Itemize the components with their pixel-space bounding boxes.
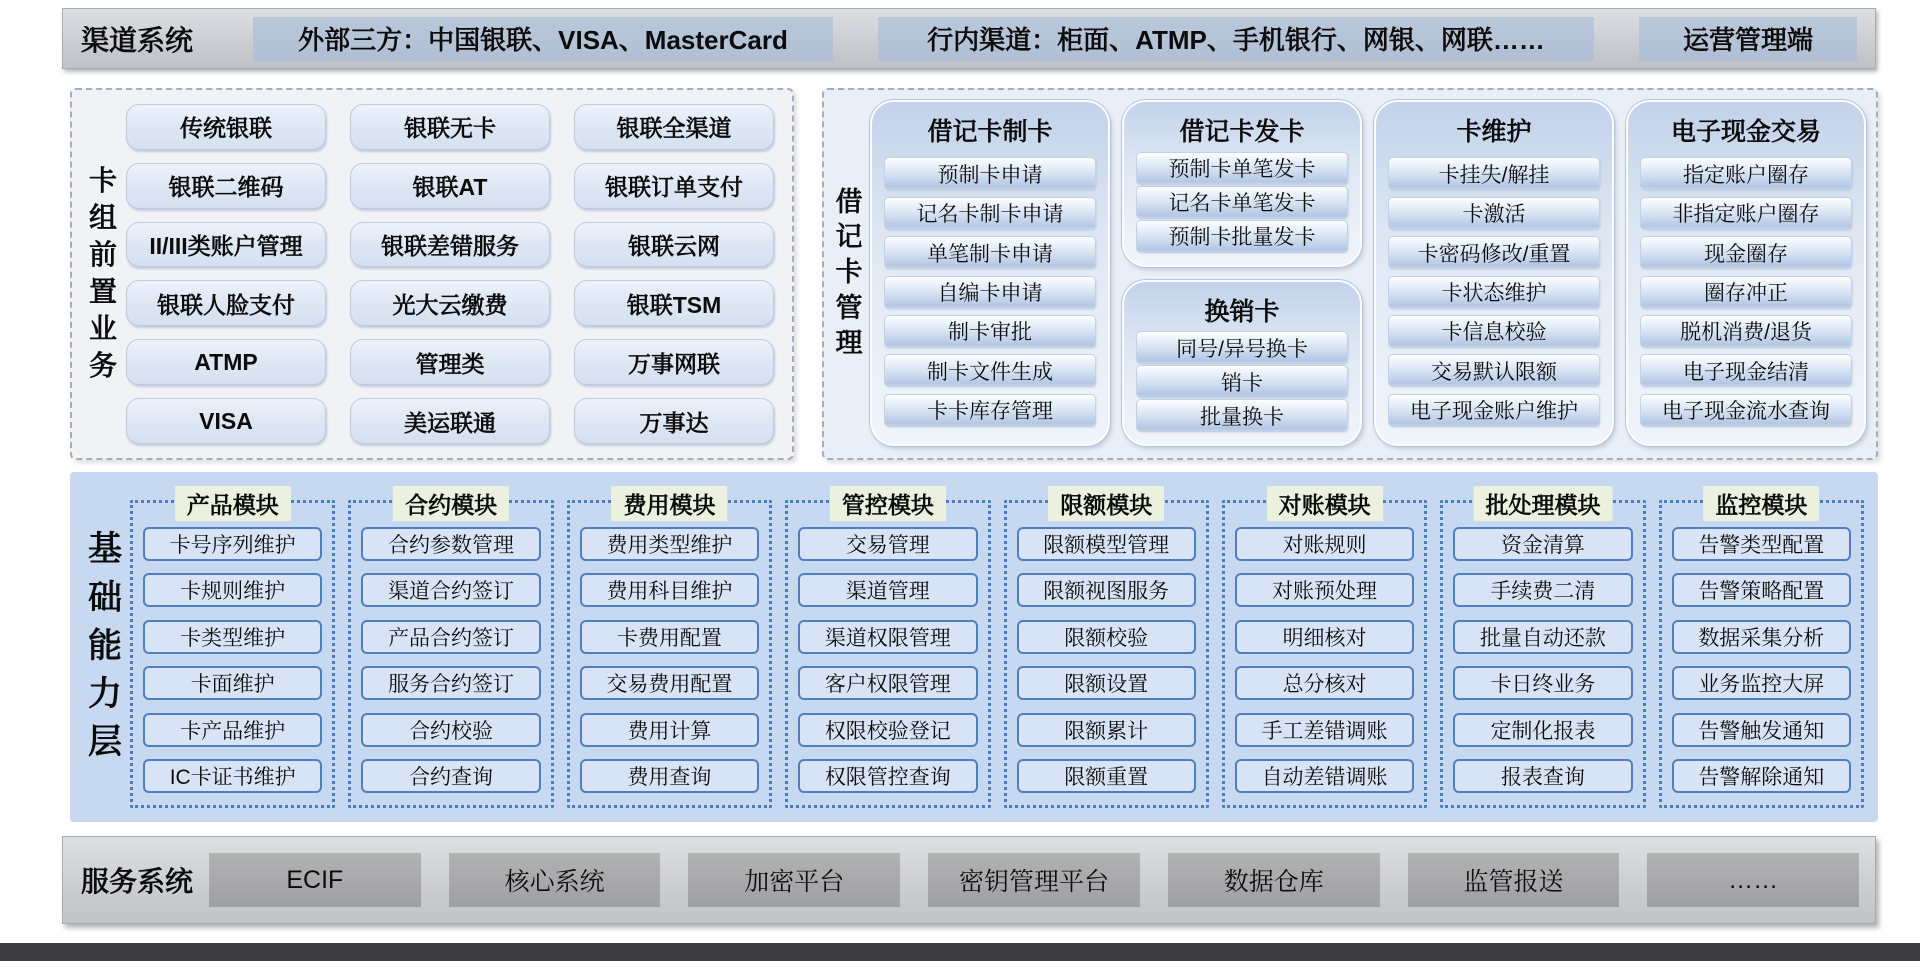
debit-item: 脱机消费/退货 [1641,316,1851,347]
module-item: 卡规则维护 [143,573,322,607]
group-title: 换销卡 [1204,297,1280,326]
card-front-business-item: 万事达 [574,398,774,444]
card-front-business-item: 银联差错服务 [350,222,550,268]
module-item: 限额设置 [1017,666,1196,700]
card-front-business-item: II/III类账户管理 [126,222,326,268]
group-title: 借记卡发卡 [1179,118,1305,146]
debit-item: 制卡文件生成 [885,355,1095,386]
module-item: 交易费用配置 [580,666,759,700]
debit-item: 预制卡单笔发卡 [1137,153,1347,184]
debit-item: 预制卡批量发卡 [1137,221,1347,252]
service-system-item: …… [1647,853,1859,907]
module-item: 费用计算 [580,713,759,747]
debit-col-ecash [1626,100,1866,446]
card-front-business-item: ATMP [126,339,326,385]
card-front-business-label: 卡组前置业务 [88,165,117,381]
debit-group-card-maintenance [1374,100,1614,446]
module-item: 卡产品维护 [143,713,322,747]
module-item: 权限校验登记 [798,713,977,747]
card-front-business-item: 银联AT [350,163,550,209]
card-front-business-item: 管理类 [350,339,550,385]
module-item: 限额累计 [1017,713,1196,747]
module-item: 费用科目维护 [580,573,759,607]
module-product [130,492,335,808]
module-item: 卡类型维护 [143,620,322,654]
debit-group-card-making [870,100,1110,446]
card-front-business-item: 万事网联 [574,339,774,385]
module-item: 渠道合约签订 [361,573,540,607]
debit-item: 交易默认限额 [1389,355,1599,386]
module-control [785,492,990,808]
card-front-business-item: 银联二维码 [126,163,326,209]
module-reconciliation [1222,492,1427,808]
debit-col-making [870,100,1110,446]
module-item: 告警触发通知 [1672,713,1851,747]
debit-item: 非指定账户圈存 [1641,198,1851,229]
channel-external-parties: 外部三方：中国银联、VISA、MasterCard [253,17,833,61]
group-items [885,150,1095,434]
channel-ops-management: 运营管理端 [1639,17,1857,61]
module-contract [348,492,553,808]
group-items [1641,150,1851,434]
group-items [1389,150,1599,434]
channel-system-label: 渠道系统 [81,24,194,56]
module-title: 对账模块 [1267,486,1383,521]
module-item: 定制化报表 [1453,713,1632,747]
debit-item: 批量换卡 [1137,400,1347,431]
module-item: 报表查询 [1453,759,1632,793]
module-item: 批量自动还款 [1453,620,1632,654]
debit-item: 自编卡申请 [885,277,1095,308]
debit-item: 卡状态维护 [1389,277,1599,308]
module-monitoring [1659,492,1864,808]
card-front-business-item: 银联无卡 [350,104,550,150]
module-item: 告警策略配置 [1672,573,1851,607]
service-system-item: 数据仓库 [1168,853,1380,907]
module-item: 手工差错调账 [1235,713,1414,747]
debit-item: 卡激活 [1389,198,1599,229]
module-item: 费用类型维护 [580,527,759,561]
capability-layer-panel [70,472,1878,822]
capability-modules [130,484,1864,808]
service-system-item: 核心系统 [449,853,661,907]
module-title: 批处理模块 [1473,486,1612,521]
service-system-item: 密钥管理平台 [928,853,1140,907]
module-item: 权限管控查询 [798,759,977,793]
card-front-business-item: 传统银联 [126,104,326,150]
debit-col-maintenance [1374,100,1614,446]
card-front-business-item: 银联TSM [574,280,774,326]
module-item: 告警解除通知 [1672,759,1851,793]
debit-card-management-label: 借记卡管理 [835,187,863,358]
debit-item: 单笔制卡申请 [885,237,1095,268]
module-fee [567,492,772,808]
card-front-business-item: 银联订单支付 [574,163,774,209]
module-item: 数据采集分析 [1672,620,1851,654]
debit-group-replace-cancel [1122,280,1362,447]
module-item: 卡面维护 [143,666,322,700]
debit-card-management-panel [822,88,1878,460]
module-title: 限额模块 [1048,486,1164,521]
module-item: 卡号序列维护 [143,527,322,561]
module-item: 限额校验 [1017,620,1196,654]
debit-group-ecash-transactions [1626,100,1866,446]
module-item: 服务合约签订 [361,666,540,700]
module-title: 管控模块 [830,486,946,521]
card-front-business-panel [70,88,794,460]
module-item: 限额模型管理 [1017,527,1196,561]
module-item: IC卡证书维护 [143,759,322,793]
debit-item: 指定账户圈存 [1641,158,1851,189]
module-item: 对账规则 [1235,527,1414,561]
module-item: 卡日终业务 [1453,666,1632,700]
group-title: 电子现金交易 [1670,118,1821,146]
module-item: 总分核对 [1235,666,1414,700]
debit-item: 圈存冲正 [1641,277,1851,308]
module-item: 合约校验 [361,713,540,747]
module-title: 产品模块 [175,486,291,521]
service-items [209,853,1859,907]
card-front-business-grid [126,104,774,444]
module-item: 交易管理 [798,527,977,561]
module-item: 告警类型配置 [1672,527,1851,561]
module-limit [1004,492,1209,808]
debit-item: 卡挂失/解挂 [1389,158,1599,189]
debit-item: 电子现金结清 [1641,355,1851,386]
debit-item: 电子现金流水查询 [1641,395,1851,426]
service-systems-label: 服务系统 [81,866,194,897]
module-batch [1440,492,1645,808]
module-item: 合约查询 [361,759,540,793]
card-front-business-item: 银联云网 [574,222,774,268]
module-title: 合约模块 [393,486,509,521]
module-title: 费用模块 [611,486,727,521]
card-front-business-item: 银联人脸支付 [126,280,326,326]
card-front-business-item: VISA [126,398,326,444]
group-items [1137,330,1347,435]
module-item: 手续费二清 [1453,573,1632,607]
debit-groups [870,100,1866,446]
service-system-item: 监管报送 [1408,853,1620,907]
module-item: 合约参数管理 [361,527,540,561]
debit-group-card-issuing [1122,100,1362,267]
module-title: 监控模块 [1703,486,1819,521]
module-item: 自动差错调账 [1235,759,1414,793]
group-items [1137,150,1347,255]
debit-col-issuing [1122,100,1362,446]
debit-item: 销卡 [1137,366,1347,397]
channel-inbank-channels: 行内渠道：柜面、ATMP、手机银行、网银、网联…… [878,17,1594,61]
footer-dark-band [0,943,1920,961]
debit-item: 制卡审批 [885,316,1095,347]
group-title: 卡维护 [1456,118,1532,146]
module-item: 费用查询 [580,759,759,793]
capability-layer-label: 基础能力层 [88,530,122,762]
debit-item: 记名卡单笔发卡 [1137,187,1347,218]
debit-item: 同号/异号换卡 [1137,332,1347,363]
module-item: 渠道权限管理 [798,620,977,654]
channel-system-bar [62,8,1876,69]
module-item: 限额重置 [1017,759,1196,793]
module-item: 业务监控大屏 [1672,666,1851,700]
debit-item: 预制卡申请 [885,158,1095,189]
service-system-item: ECIF [209,853,421,907]
module-item: 卡费用配置 [580,620,759,654]
service-system-item: 加密平台 [688,853,900,907]
module-item: 对账预处理 [1235,573,1414,607]
debit-item: 卡卡库存管理 [885,395,1095,426]
card-front-business-item: 光大云缴费 [350,280,550,326]
debit-item: 卡信息校验 [1389,316,1599,347]
card-front-business-item: 美运联通 [350,398,550,444]
module-item: 限额视图服务 [1017,573,1196,607]
module-item: 客户权限管理 [798,666,977,700]
module-item: 资金清算 [1453,527,1632,561]
debit-item: 卡密码修改/重置 [1389,237,1599,268]
module-item: 渠道管理 [798,573,977,607]
group-title: 借记卡制卡 [927,118,1053,146]
debit-item: 电子现金账户维护 [1389,395,1599,426]
debit-item: 现金圈存 [1641,237,1851,268]
card-front-business-item: 银联全渠道 [574,104,774,150]
service-systems-bar [62,836,1876,924]
debit-item: 记名卡制卡申请 [885,198,1095,229]
module-item: 明细核对 [1235,620,1414,654]
module-item: 产品合约签订 [361,620,540,654]
